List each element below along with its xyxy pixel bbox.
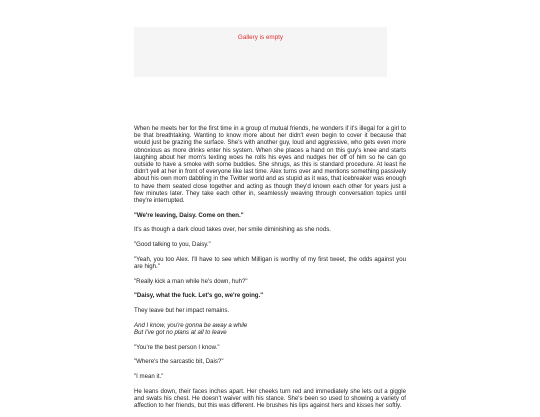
story-paragraph: He leans down, their faces inches apart. Her cheeks turn red and immediately she lets out a giggle and swats his chest. He doesn't waiver with his stance. She's been so used to showing a variety of affection to her friends, but this was different. He brushes his lips against hers and kisses her softly. xyxy=(134,387,406,410)
image-gallery xyxy=(134,27,387,77)
dialogue-line: "You're the best person I know." xyxy=(134,343,220,351)
lyric-line: And I know, you're gonna be away a while xyxy=(134,321,248,329)
gallery-empty-message: Gallery is empty xyxy=(237,34,284,41)
dialogue-line: "We're leaving, Daisy. Come on then." xyxy=(134,211,244,219)
dialogue-line: "Really kick a man while he's down, huh?" xyxy=(134,277,248,285)
story-paragraph: They leave but her impact remains. xyxy=(134,307,230,315)
dialogue-line: "Where's the sarcastic bit, Dais?" xyxy=(134,358,224,366)
story-paragraph: When he meets her for the first time in a group of mutual friends, he wonders if it's illegal for a girl to be that breathtaking. Wanting to know more about her didn't even begin to cover it because that would just be grazing the surface. She's with another guy, loud and aggressive, who gets even more obnoxious as more drinks enter his system. When she places a hand on this guy's knee and starts laughing about her mom's texting woes he rolls his eyes and nudges her off of him so he can go outside to have a smoke with some buddies. She shrugs, as this is standard procedure. At least he didn't yell at her in front of everyone like last time. Alex turns over and mentions something passively about his own mom dabbling in the Twitter world and as stupid as it was, that icebreaker was enough to have them seated close together and acting as though they'd known each other for years just a few minutes later. They take each other in, seamlessly weaving through conversation topics until they're interrupted. xyxy=(134,125,406,205)
story-paragraph: It's as though a dark cloud takes over, her smile diminishing as she nods. xyxy=(134,226,331,234)
story-content xyxy=(134,125,406,417)
dialogue-line: "Daisy, what the fuck. Let's go, we're going." xyxy=(134,292,264,300)
song-lyric xyxy=(134,322,406,336)
dialogue-line: "Good talking to you, Daisy." xyxy=(134,241,211,249)
lyric-line: But I've got no plans at all to leave xyxy=(134,329,227,337)
dialogue-line: "Yeah, you too Alex. I'll have to see which Milligan is worthy of my first tweet, the odds against you are high." xyxy=(134,255,406,271)
dialogue-line: "I mean it." xyxy=(134,373,164,381)
